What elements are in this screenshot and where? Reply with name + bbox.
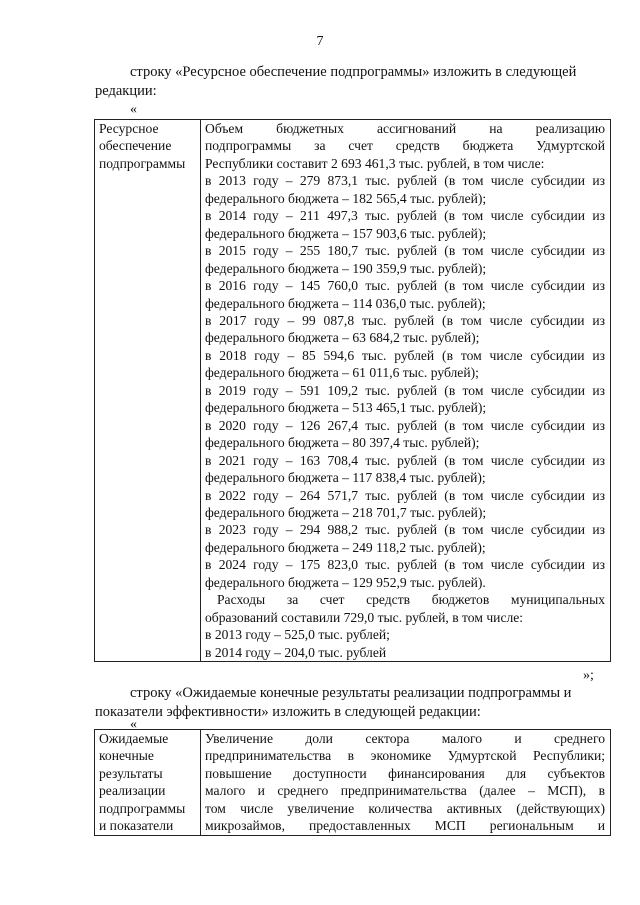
resource-line: федерального бюджета – 218 701,7 тыс. рублей); xyxy=(205,504,487,520)
resource-line: федерального бюджета – 249 118,2 тыс. рублей); xyxy=(205,539,486,555)
resource-line: в 2024 году – 175 823,0 тыс. рублей (в том числе субсидии из xyxy=(205,557,605,573)
section1-intro-line2: редакции: xyxy=(95,83,157,99)
results-label-line: результаты xyxy=(99,765,163,781)
page-number: 7 xyxy=(316,34,324,49)
results-line: Увеличение доли сектора малого и среднего xyxy=(205,731,605,746)
results-label-line: Ожидаемые xyxy=(99,731,169,746)
resource-line: федерального бюджета – 129 952,9 тыс. рублей). xyxy=(205,574,486,590)
results-line: предпринимательства в экономике Удмуртской Республики; xyxy=(205,748,605,764)
resource-line: федерального бюджета – 114 036,0 тыс. рублей); xyxy=(205,295,486,311)
resource-line: в 2023 году – 294 988,2 тыс. рублей (в том числе субсидии из xyxy=(205,522,605,538)
section2-intro-line1: строку «Ожидаемые конечные результаты реализации подпрограммы и xyxy=(130,685,572,701)
resource-line: в 2018 году – 85 594,6 тыс. рублей (в том числе субсидии из xyxy=(205,347,605,363)
section1-open-quote: « xyxy=(130,102,137,117)
results-line: том числе увеличение количества активных (действующих) xyxy=(205,800,605,816)
resource-line: федерального бюджета – 182 565,4 тыс. рублей); xyxy=(205,190,487,206)
results-line: микрозаймов, предоставленных МСП региональным и xyxy=(205,818,605,834)
resource-line: федерального бюджета – 513 465,1 тыс. рублей); xyxy=(205,400,487,416)
resource-line: в 2014 году – 204,0 тыс. рублей xyxy=(205,644,387,660)
resource-line: в 2017 году – 99 087,8 тыс. рублей (в том числе субсидии из xyxy=(205,312,605,328)
resource-line: в 2016 году – 145 760,0 тыс. рублей (в том числе субсидии из xyxy=(205,278,605,294)
resource-line: Республики составит 2 693 461,3 тыс. рублей, в том числе: xyxy=(205,155,545,171)
section1-close-quote: »; xyxy=(583,668,594,683)
resource-label-line: подпрограммы xyxy=(99,155,186,171)
results-value-cell xyxy=(201,730,611,836)
section2-intro-line2: показатели эффективности» изложить в следующей редакции: xyxy=(95,704,481,720)
resource-line: образований составили 729,0 тыс. рублей, в том числе: xyxy=(205,609,524,625)
resource-label-cell xyxy=(95,120,201,662)
results-label-line: конечные xyxy=(99,748,154,764)
resource-line: федерального бюджета – 63 684,2 тыс. рублей); xyxy=(205,330,480,346)
resource-line: федерального бюджета – 117 838,4 тыс. рублей); xyxy=(205,470,486,486)
section1-intro xyxy=(95,63,610,101)
resource-line: в 2013 году – 525,0 тыс. рублей; xyxy=(205,627,390,643)
resource-line: Объем бюджетных ассигнований на реализацию xyxy=(205,121,605,136)
results-label-line: подпрограммы xyxy=(99,800,186,816)
resource-line: в 2015 году – 255 180,7 тыс. рублей (в том числе субсидии из xyxy=(205,243,605,259)
resource-line: федерального бюджета – 157 903,6 тыс. рублей); xyxy=(205,225,487,241)
table-row xyxy=(95,120,611,662)
section2-open-quote: « xyxy=(130,717,137,732)
resource-value-cell xyxy=(201,120,611,662)
resource-label-line: обеспечение xyxy=(99,138,172,154)
section1-intro-line1: строку «Ресурсное обеспечение подпрограммы» изложить в следующей xyxy=(130,64,577,80)
results-table xyxy=(94,729,611,836)
results-label-line: реализации xyxy=(99,783,166,799)
resource-line: в 2020 году – 126 267,4 тыс. рублей (в том числе субсидии из xyxy=(205,417,605,433)
results-label-line: и показатели xyxy=(99,818,174,834)
table-row xyxy=(95,730,611,836)
resource-line: в 2022 году – 264 571,7 тыс. рублей (в том числе субсидии из xyxy=(205,487,605,503)
results-label-cell xyxy=(95,730,201,836)
resource-line: Расходы за счет средств бюджетов муниципальных xyxy=(217,592,605,608)
resource-line: в 2021 году – 163 708,4 тыс. рублей (в том числе субсидии из xyxy=(205,452,605,468)
section2-intro xyxy=(95,684,610,722)
resource-label-line: Ресурсное xyxy=(99,121,159,136)
resource-line: в 2014 году – 211 497,3 тыс. рублей (в том числе субсидии из xyxy=(205,208,605,224)
resource-line: подпрограммы за счет средств бюджета Удмуртской xyxy=(205,138,605,154)
resource-table xyxy=(94,119,611,662)
resource-line: федерального бюджета – 190 359,9 тыс. рублей); xyxy=(205,260,487,276)
resource-line: федерального бюджета – 80 397,4 тыс. рублей); xyxy=(205,435,480,451)
results-line: повышение доступности финансирования для субъектов xyxy=(205,765,605,781)
resource-line: в 2019 году – 591 109,2 тыс. рублей (в том числе субсидии из xyxy=(205,382,605,398)
resource-line: федерального бюджета – 61 011,6 тыс. рублей); xyxy=(205,365,479,381)
resource-line: в 2013 году – 279 873,1 тыс. рублей (в том числе субсидии из xyxy=(205,173,605,189)
results-line: малого и среднего предпринимательства (далее – МСП), в xyxy=(205,783,605,799)
